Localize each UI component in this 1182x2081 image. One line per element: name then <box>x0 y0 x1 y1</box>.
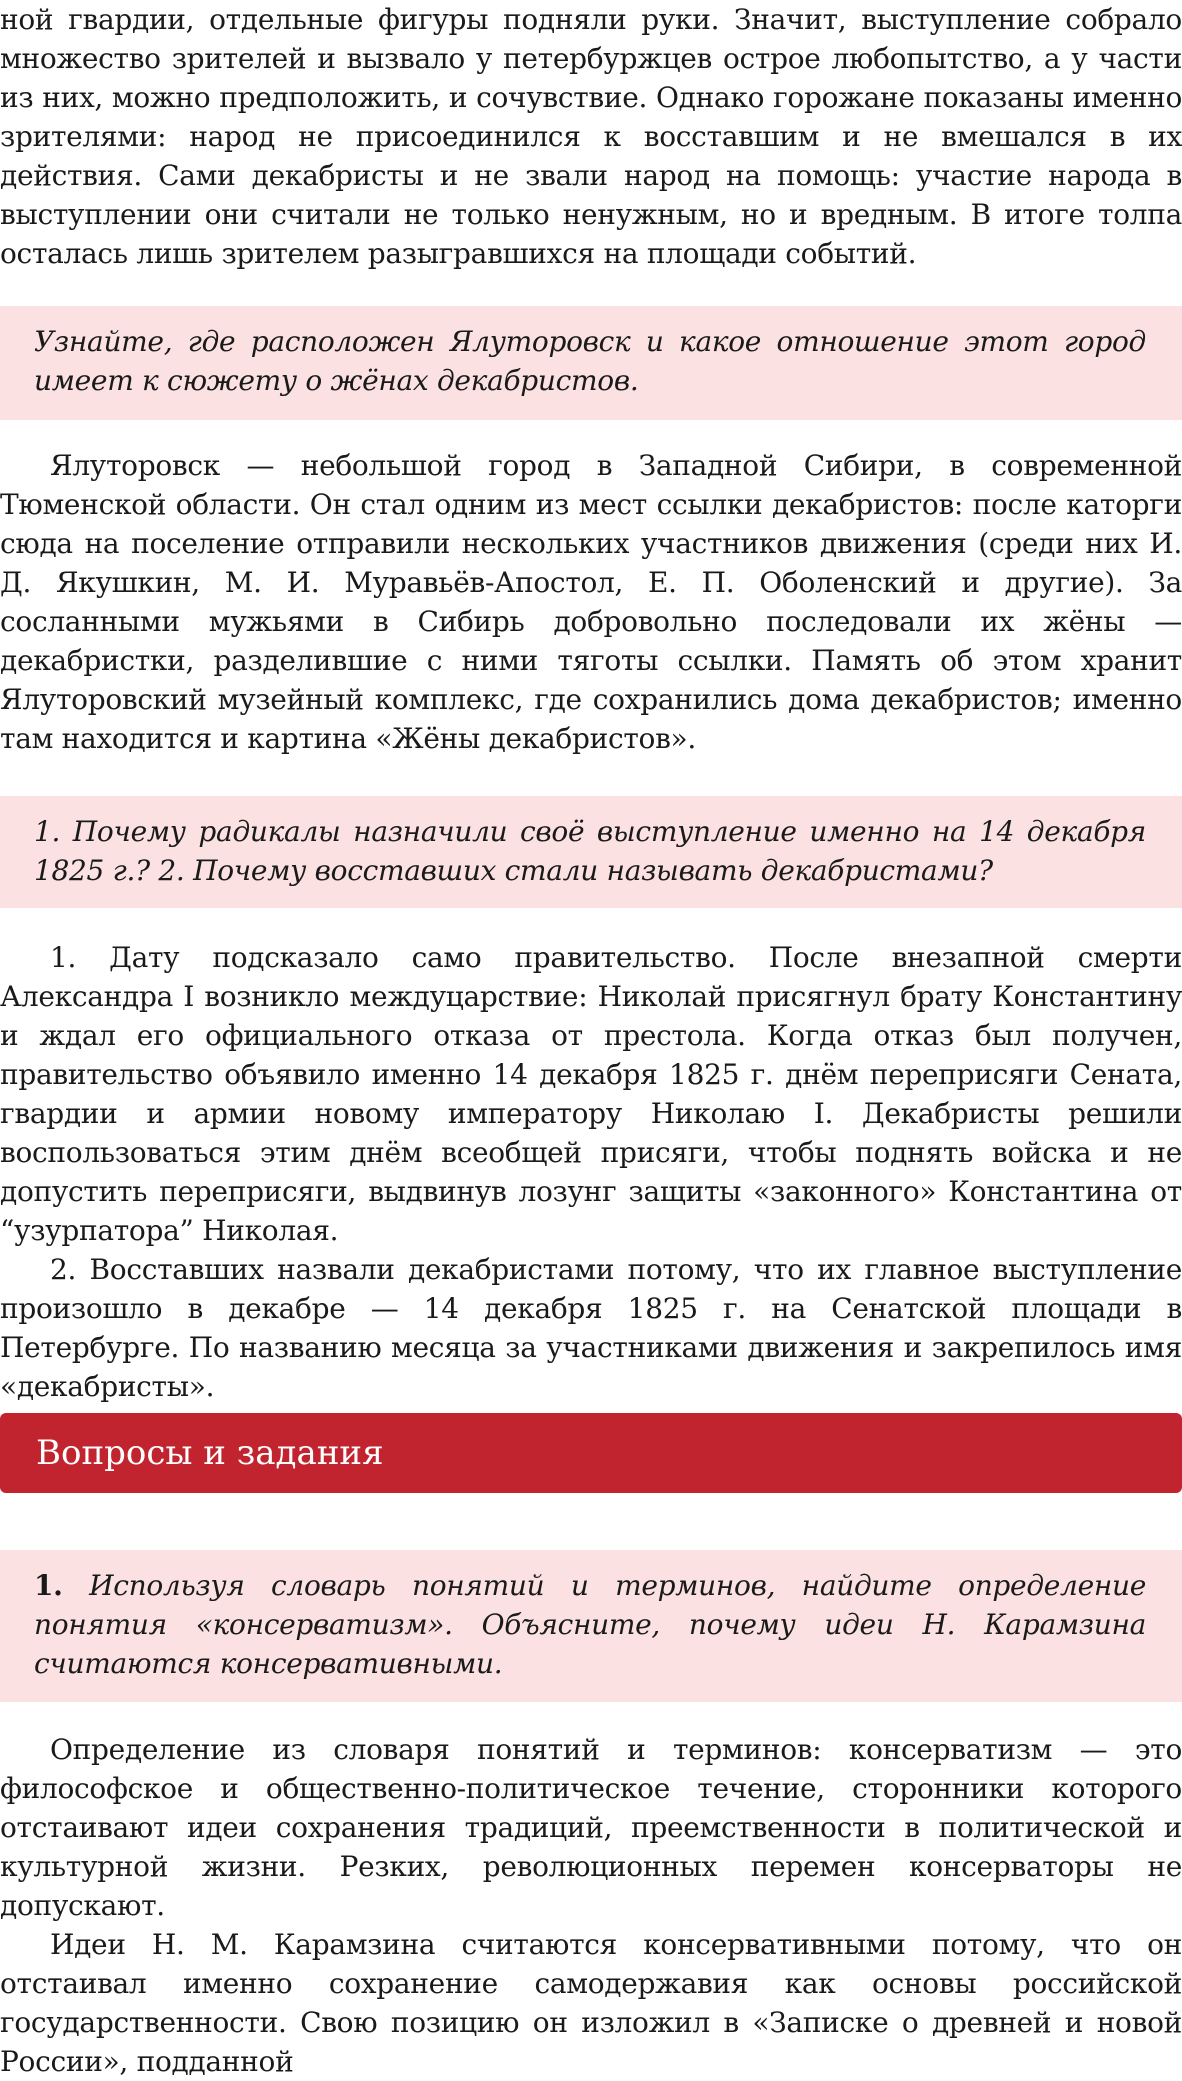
answer-text-block <box>0 938 1182 1406</box>
section-title: Вопросы и задания <box>36 1433 384 1473</box>
paragraph: Идеи Н. М. Карамзина считаются консервативными потому, что он отстаивал именно сохранение самодержавия как основы российской государственности. Свою позицию он изложил в «Записке о древней и новой России», подданной <box>0 1928 1182 2078</box>
paragraph: Ялуторовск — небольшой город в Западной Сибири, в современной Тюменской области. Он стал одним из мест ссылки декабристов: после каторги сюда на поселение отправили нескольких участников движения (среди них И. Д. Якушкин, М. И. Муравьёв-Апостол, Е. П. Оболенский и другие). За сосланными мужьями в Сибирь добровольно последовали их жёны — декабристки, разделившие с ними тяготы ссылки. Память об этом хранит Ялуторовский музейный комплекс, где сохранились дома декабристов; именно там находится и картина «Жёны декабристов». <box>0 449 1182 755</box>
question-text <box>34 1566 1146 1683</box>
paragraph: Определение из словаря понятий и терминов: консерватизм — это философское и общественно-политическое течение, сторонники которого отстаивают идеи сохранения традиций, преемственности в политической и культурной жизни. Резких, революционных перемен консерваторы не допускают. <box>0 1733 1182 1922</box>
section-header <box>0 1413 1182 1493</box>
question-box <box>0 1550 1182 1702</box>
paragraph: 2. Восставших назвали декабристами потому, что их главное выступление произошло в декабре — 14 декабря 1825 г. на Сенатской площади в Петербурге. По названию месяца за участниками движения и закрепилось имя «декабристы». <box>0 1253 1182 1403</box>
question-box <box>0 796 1182 908</box>
question-number: 1. <box>34 1569 63 1602</box>
question-text: 1. Почему радикалы назначили своё выступление именно на 14 декабря 1825 г.? 2. Почему восставших стали называть декабристами? <box>34 815 1146 887</box>
paragraph: ной гвардии, отдельные фигуры подняли руки. Значит, выступление собрало множество зрителей и вызвало у петербуржцев острое любопытство, а у части из них, можно предположить, и сочувствие. Однако горожане показаны именно зрителями: народ не присоединился к восставшим и не вмешался в их действия. Сами декабристы и не звали народ на помощь: участие народа в выступлении они считали не только ненужным, но и вредным. В итоге толпа осталась лишь зрителем разыгравшихся на площади событий. <box>0 3 1182 270</box>
paragraph: 1. Дату подсказало само правительство. После внезапной смерти Александра I возникло междуцарствие: Николай присягнул брату Константину и ждал его официального отказа от престола. Когда отказ был получен, правительство объявило именно 14 декабря 1825 г. днём переприсяги Сената, гвардии и армии новому императору Николаю I. Декабристы решили воспользоваться этим днём всеобщей присяги, чтобы поднять войска и не допустить переприсяги, выдвинув лозунг защиты «законного» Константина от “узурпатора” Николая. <box>0 941 1182 1247</box>
answer-text-block <box>0 0 1182 273</box>
question-box <box>0 306 1182 420</box>
question-text: Узнайте, где расположен Ялуторовск и какое отношение этот город имеет к сюжету о жёнах декабристов. <box>34 325 1146 397</box>
answer-text-block <box>0 1730 1182 2081</box>
question-body: Используя словарь понятий и терминов, найдите определение понятия «консерватизм». Объясните, почему идеи Н. Карамзина считаются консервативными. <box>34 1569 1146 1680</box>
answer-text-block <box>0 446 1182 758</box>
